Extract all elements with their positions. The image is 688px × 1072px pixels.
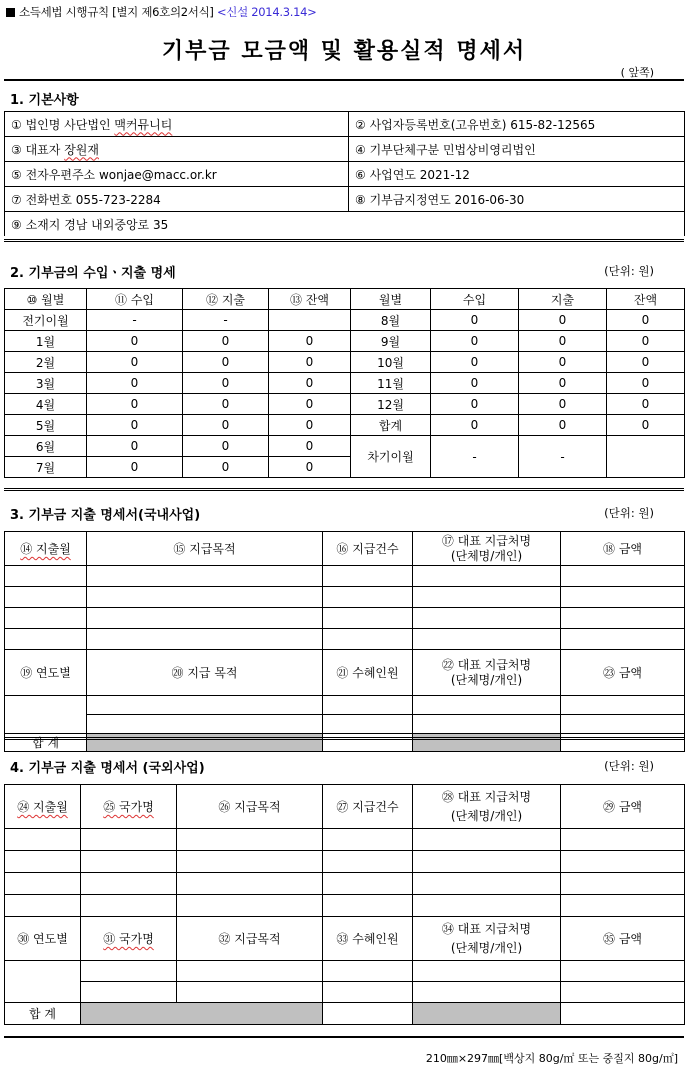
total-cell <box>561 1003 685 1025</box>
table-row-cell <box>87 696 323 715</box>
header-cell: 지출 <box>519 289 607 310</box>
table-row-cell <box>413 566 561 587</box>
basic-info-table <box>4 111 685 236</box>
table-row-cell <box>413 608 561 629</box>
reg-no-value: 615-82-12565 <box>510 117 596 132</box>
table-row-cell <box>81 829 177 851</box>
header-cell: ㉟ 금액 <box>561 917 685 961</box>
table-row-cell <box>561 982 685 1003</box>
table-cell: 0 <box>269 394 351 415</box>
table-row <box>5 352 685 373</box>
rep-value: 장원재 <box>64 142 99 157</box>
reg-no-cell: ② 사업자등록번호(고유번호) 615-82-12565 <box>349 112 685 137</box>
header-cell: ⑳ 지급 목적 <box>87 650 323 696</box>
header-cell: 수입 <box>431 289 519 310</box>
header-cell: ㉘ 대표 지급처명 (단체명/개인) <box>413 785 561 829</box>
table-cell: 0 <box>431 331 519 352</box>
table-cell: 8월 <box>351 310 431 331</box>
table-cell: - <box>87 310 183 331</box>
table-cell: 9월 <box>351 331 431 352</box>
table-cell: 0 <box>183 436 269 457</box>
table-row-cell <box>5 566 87 587</box>
table-row-cell <box>5 851 81 873</box>
table-row-cell <box>177 982 323 1003</box>
header-cell: ⑮ 지급목적 <box>87 532 323 566</box>
table-row-cell <box>87 587 323 608</box>
table-row-cell <box>561 715 685 734</box>
header-cell: ⑫ 지출 <box>183 289 269 310</box>
table-row-cell <box>561 629 685 650</box>
table-row-cell <box>413 851 561 873</box>
table-row-cell <box>5 629 87 650</box>
table-cell: 0 <box>607 415 685 436</box>
table-row-cell <box>323 566 413 587</box>
table-row-cell <box>177 961 323 982</box>
table-cell: 0 <box>87 373 183 394</box>
table-row-cell <box>323 895 413 917</box>
divider <box>4 79 684 81</box>
table-cell: 0 <box>431 352 519 373</box>
table-row-cell <box>81 982 177 1003</box>
table-row <box>5 436 685 457</box>
header-cell: ⑱ 금액 <box>561 532 685 566</box>
table-row-cell <box>413 629 561 650</box>
header-cell: ⑬ 잔액 <box>269 289 351 310</box>
table-cell: 0 <box>87 331 183 352</box>
header-cell: ⑯ 지급건수 <box>323 532 413 566</box>
table-row-cell <box>413 895 561 917</box>
header-cell: ㉙ 금액 <box>561 785 685 829</box>
flow-table <box>4 288 685 478</box>
total-cell <box>323 1003 413 1025</box>
address-value: 경남 내외중앙로 35 <box>64 217 169 232</box>
table-row-cell <box>177 895 323 917</box>
address-cell: ⑨ 소재지 경남 내외중앙로 35 <box>5 212 685 237</box>
table-row-cell <box>323 961 413 982</box>
header-cell: ⑩ 월별 <box>5 289 87 310</box>
header-cell: ㉝ 수혜인원 <box>323 917 413 961</box>
table-cell: 6월 <box>5 436 87 457</box>
table-row <box>5 394 685 415</box>
phone-value: 055-723-2284 <box>75 192 161 207</box>
table-cell: 0 <box>519 415 607 436</box>
table-cell: 0 <box>269 436 351 457</box>
table-row-cell <box>323 629 413 650</box>
table-cell: 전기이월 <box>5 310 87 331</box>
table-cell: 0 <box>269 352 351 373</box>
section-overseas-title: 4. 기부금 지출 명세서 (국외사업) <box>10 761 205 776</box>
table-cell: 3월 <box>5 373 87 394</box>
table-row-cell <box>87 566 323 587</box>
table-row-cell <box>323 982 413 1003</box>
table-row <box>5 373 685 394</box>
table-row-cell <box>81 873 177 895</box>
table-row-cell <box>87 629 323 650</box>
header-cell: ㉛ 국가명 <box>81 917 177 961</box>
section-basic-title: 1. 기본사항 <box>10 93 79 108</box>
table-cell: 1월 <box>5 331 87 352</box>
table-cell: 0 <box>431 394 519 415</box>
table-cell: 0 <box>519 331 607 352</box>
carry-balance <box>607 436 685 478</box>
total-label: 합 계 <box>5 1003 81 1025</box>
table-row-cell <box>323 873 413 895</box>
designation-cell: ⑧ 기부금지정연도 2016-06-30 <box>349 187 685 212</box>
table-row-cell <box>5 696 87 734</box>
table-row-cell <box>323 696 413 715</box>
header-cell: ㉜ 지급목적 <box>177 917 323 961</box>
header-cell: ㉖ 지급목적 <box>177 785 323 829</box>
section-domestic-title: 3. 기부금 지출 명세서(국내사업) <box>10 508 201 523</box>
header-cell: 월별 <box>351 289 431 310</box>
table-cell: 0 <box>607 310 685 331</box>
designation-value: 2016-06-30 <box>454 192 525 207</box>
year-cell: ⑥ 사업연도 2021-12 <box>349 162 685 187</box>
table-cell: 11월 <box>351 373 431 394</box>
header-cell: ⑲ 연도별 <box>5 650 87 696</box>
table-cell <box>269 310 351 331</box>
table-cell: 5월 <box>5 415 87 436</box>
table-cell: 0 <box>269 373 351 394</box>
table-row-cell <box>561 566 685 587</box>
table-cell: 2월 <box>5 352 87 373</box>
header-cell: ㉒ 대표 지급처명 (단체명/개인) <box>413 650 561 696</box>
header-cell: 잔액 <box>607 289 685 310</box>
total-gray-cell <box>81 1003 323 1025</box>
table-cell: 0 <box>431 373 519 394</box>
header-cell: ㉕ 국가명 <box>81 785 177 829</box>
section-flow-title: 2. 기부금의 수입ㆍ지출 명세 <box>10 266 176 281</box>
table-row-cell <box>323 608 413 629</box>
table-cell: 0 <box>607 352 685 373</box>
table-cell: - <box>183 310 269 331</box>
header-cell: ⑰ 대표 지급처명 (단체명/개인) <box>413 532 561 566</box>
table-row-cell <box>323 851 413 873</box>
table-row-cell <box>81 851 177 873</box>
table-row-cell <box>87 715 323 734</box>
carry-expense: - <box>519 436 607 478</box>
table-cell: 7월 <box>5 457 87 478</box>
table-cell: 0 <box>87 436 183 457</box>
type-cell: ④ 기부단체구분 민법상비영리법인 <box>349 137 685 162</box>
table-row-cell <box>561 851 685 873</box>
email-cell: ⑤ 전자우편주소 wonjae@macc.or.kr <box>5 162 349 187</box>
table-row-cell <box>561 608 685 629</box>
flow-header-row <box>5 289 685 310</box>
header-cell: ⑭ 지출월 <box>5 532 87 566</box>
table-row-cell <box>177 851 323 873</box>
header-cell: ㉞ 대표 지급처명 (단체명/개인) <box>413 917 561 961</box>
table-cell: 0 <box>87 352 183 373</box>
total-label: 합 계 <box>5 734 87 752</box>
new-mark: <신설 2014.3.14> <box>216 5 317 19</box>
header-cell: ㉑ 수혜인원 <box>323 650 413 696</box>
flow-unit: (단위: 원) <box>604 264 654 278</box>
table-row-cell <box>81 895 177 917</box>
table-cell: 0 <box>87 394 183 415</box>
regulation-text: 소득세법 시행규칙 [별지 제6호의2서식] <box>19 5 214 19</box>
table-cell: 0 <box>183 394 269 415</box>
org-name-cell: ① 법인명 사단법인 맥커뮤니티 <box>5 112 349 137</box>
table-row-cell <box>561 873 685 895</box>
table-row-cell <box>177 829 323 851</box>
square-bullet-icon <box>6 8 15 17</box>
table-row-cell <box>177 873 323 895</box>
table-cell: 0 <box>607 394 685 415</box>
carry-income: - <box>431 436 519 478</box>
table-row-cell <box>5 895 81 917</box>
carry-label: 차기이월 <box>351 436 431 478</box>
table-cell: 0 <box>269 457 351 478</box>
table-row-cell <box>5 829 81 851</box>
paper-spec-footer: 210㎜×297㎜[백상지 80g/㎡ 또는 중질지 80g/㎡] <box>425 1052 678 1065</box>
table-cell: 0 <box>269 415 351 436</box>
table-cell: 0 <box>269 331 351 352</box>
table-row-cell <box>413 829 561 851</box>
table-cell: 0 <box>87 415 183 436</box>
type-value: 민법상비영리법인 <box>442 142 536 157</box>
table-cell: 0 <box>183 373 269 394</box>
header-cell: ㉓ 금액 <box>561 650 685 696</box>
email-value: wonjae@macc.or.kr <box>98 167 217 182</box>
domestic-unit: (단위: 원) <box>604 506 654 520</box>
table-cell: 0 <box>519 310 607 331</box>
table-row <box>5 415 685 436</box>
page-title: 기부금 모금액 및 활용실적 명세서 <box>161 39 527 64</box>
divider <box>4 1036 684 1038</box>
regulation-note <box>6 4 316 20</box>
table-row-cell <box>5 873 81 895</box>
table-row-cell <box>81 961 177 982</box>
table-row-cell <box>413 961 561 982</box>
table-cell: 합계 <box>351 415 431 436</box>
table-cell: 0 <box>519 352 607 373</box>
overseas-table <box>4 784 685 1025</box>
table-row-cell <box>561 895 685 917</box>
table-row-cell <box>323 829 413 851</box>
table-row-cell <box>413 715 561 734</box>
table-cell: 0 <box>183 457 269 478</box>
table-row-cell <box>5 961 81 1003</box>
table-cell: 10월 <box>351 352 431 373</box>
side-indicator: ( 앞쪽) <box>620 66 654 79</box>
table-row-cell <box>561 829 685 851</box>
table-cell: 0 <box>607 373 685 394</box>
divider <box>4 488 684 494</box>
table-cell: 12월 <box>351 394 431 415</box>
overseas-unit: (단위: 원) <box>604 759 654 773</box>
divider <box>4 239 684 245</box>
header-cell: ㉗ 지급건수 <box>323 785 413 829</box>
table-cell: 0 <box>183 415 269 436</box>
table-row <box>5 310 685 331</box>
domestic-table <box>4 531 685 752</box>
header-cell: ㉔ 지출월 <box>5 785 81 829</box>
table-cell: 0 <box>431 415 519 436</box>
org-name-value: 맥커뮤니티 <box>114 117 173 132</box>
rep-cell: ③ 대표자 장원재 <box>5 137 349 162</box>
table-cell: 0 <box>431 310 519 331</box>
table-cell: 0 <box>519 394 607 415</box>
year-value: 2021-12 <box>419 167 470 182</box>
table-row-cell <box>5 608 87 629</box>
table-row-cell <box>5 587 87 608</box>
table-cell: 0 <box>607 331 685 352</box>
table-row-cell <box>561 961 685 982</box>
table-cell: 0 <box>183 352 269 373</box>
table-cell: 0 <box>519 373 607 394</box>
table-row-cell <box>413 696 561 715</box>
table-row-cell <box>413 587 561 608</box>
table-row-cell <box>87 608 323 629</box>
table-cell: 4월 <box>5 394 87 415</box>
total-gray-cell <box>413 1003 561 1025</box>
header-cell: ⑪ 수입 <box>87 289 183 310</box>
table-row-cell <box>413 982 561 1003</box>
table-cell: 0 <box>87 457 183 478</box>
header-cell: ㉚ 연도별 <box>5 917 81 961</box>
table-row <box>5 331 685 352</box>
table-row-cell <box>323 715 413 734</box>
table-row-cell <box>413 873 561 895</box>
phone-cell: ⑦ 전화번호 055-723-2284 <box>5 187 349 212</box>
table-row-cell <box>323 587 413 608</box>
table-cell: 0 <box>183 331 269 352</box>
table-row-cell <box>561 587 685 608</box>
divider <box>4 737 684 743</box>
table-row-cell <box>561 696 685 715</box>
